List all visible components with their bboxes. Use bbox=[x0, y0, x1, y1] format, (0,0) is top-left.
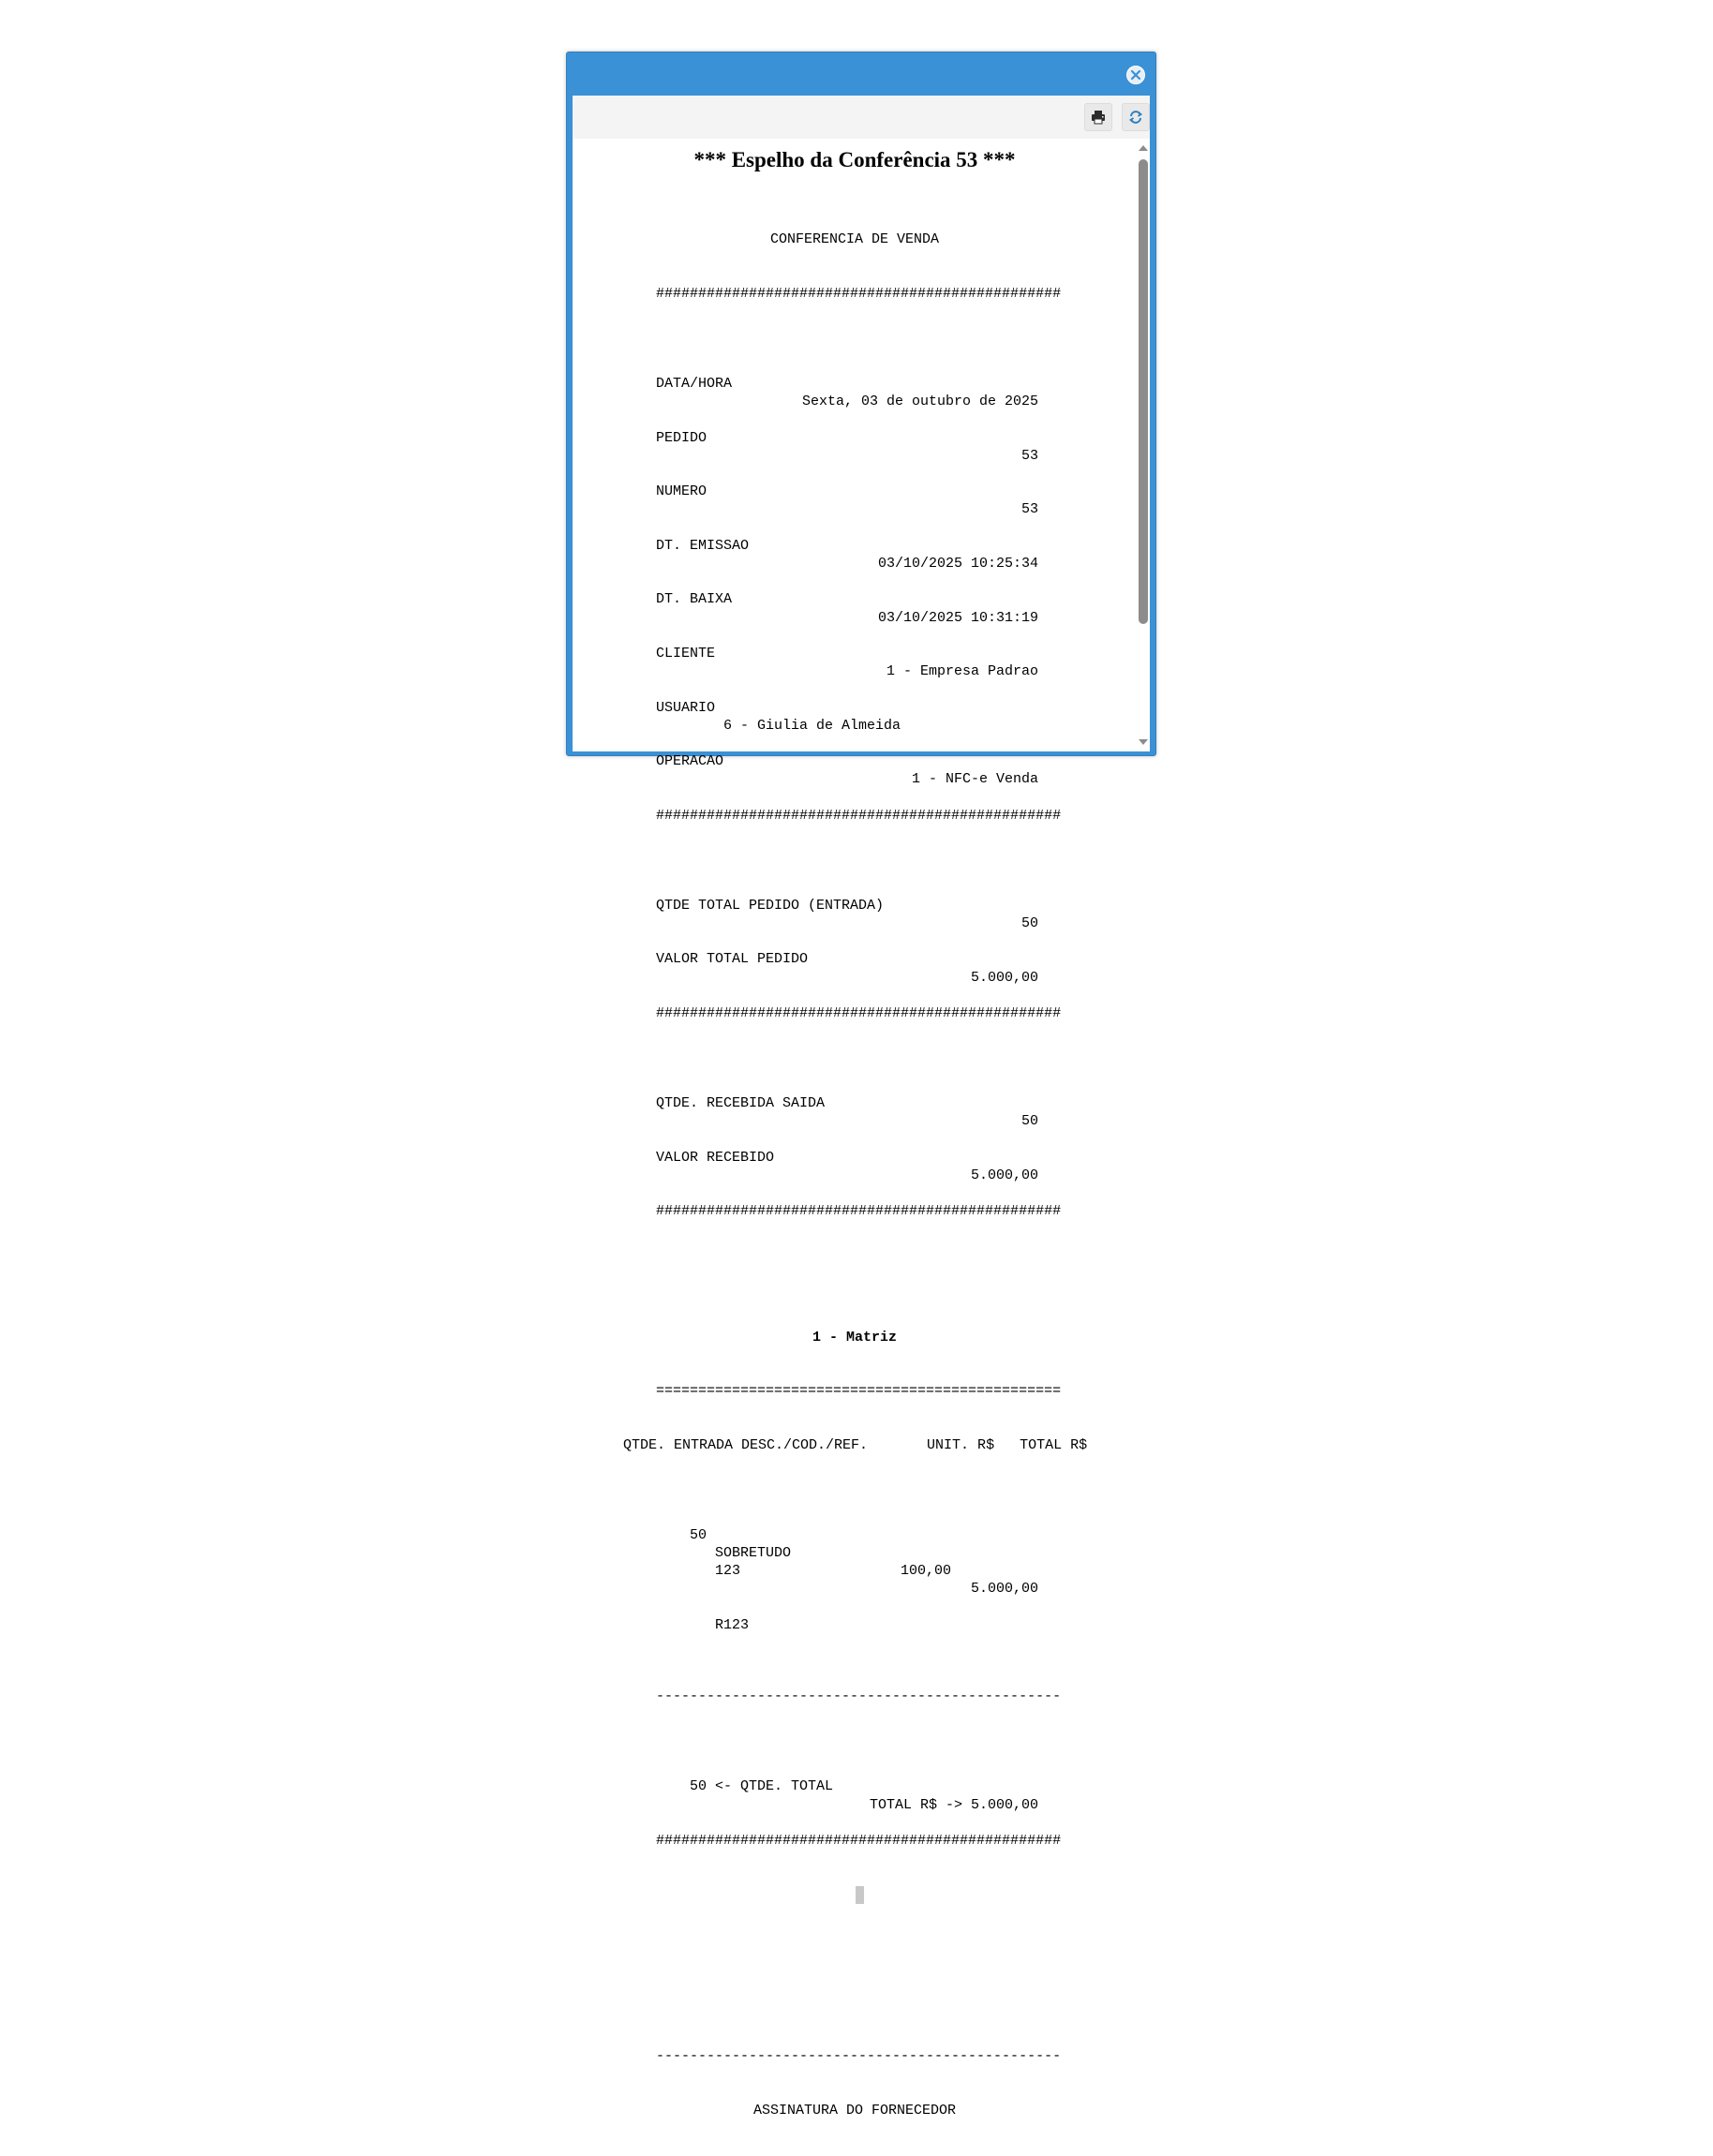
field-label: CLIENTE bbox=[656, 645, 716, 662]
hash-separator: ################################################ bbox=[656, 286, 1062, 302]
field-row bbox=[573, 627, 1137, 680]
receipt-heading: CONFERENCIA DE VENDA bbox=[769, 231, 940, 248]
printer-icon bbox=[1091, 110, 1106, 125]
total-label: QTDE. RECEBIDA SAIDA bbox=[656, 1094, 826, 1111]
field-value: 6 - Giulia de Almeida bbox=[723, 717, 901, 734]
footer-qty-total: 50 <- QTDE. TOTAL bbox=[690, 1778, 834, 1795]
total-row bbox=[573, 932, 1137, 986]
field-label: OPERACAO bbox=[656, 753, 724, 770]
item-description: SOBRETUDO bbox=[715, 1544, 792, 1561]
field-row bbox=[573, 735, 1137, 788]
item-unit-price: 100,00 bbox=[901, 1563, 952, 1580]
field-row bbox=[573, 357, 1137, 410]
total-label: VALOR TOTAL PEDIDO bbox=[656, 951, 809, 968]
field-value: 03/10/2025 10:31:19 bbox=[877, 609, 1038, 626]
hash-separator: ################################################ bbox=[656, 1004, 1062, 1021]
field-row bbox=[573, 572, 1137, 626]
receipt-body bbox=[573, 195, 1137, 2156]
footer-totals-row bbox=[573, 1760, 1137, 1813]
hash-separator: ################################################ bbox=[656, 1203, 1062, 1220]
total-row bbox=[573, 1130, 1137, 1183]
field-row bbox=[573, 410, 1137, 464]
field-row bbox=[573, 519, 1137, 572]
item-code: 123 bbox=[715, 1563, 741, 1580]
dash-separator: ------------------------------------------------ bbox=[656, 1688, 1062, 1705]
close-button[interactable] bbox=[1126, 66, 1145, 84]
scroll-up-icon[interactable] bbox=[1138, 142, 1149, 154]
field-row bbox=[573, 465, 1137, 518]
item-total: 5.000,00 bbox=[970, 1581, 1038, 1598]
field-value: 53 bbox=[1020, 447, 1038, 464]
dialog-titlebar[interactable] bbox=[567, 52, 1155, 96]
branch-heading: 1 - Matriz bbox=[812, 1329, 897, 1346]
equals-separator: ================================================ bbox=[656, 1383, 1062, 1400]
refresh-icon bbox=[1128, 110, 1143, 125]
item-qty: 50 bbox=[690, 1526, 708, 1543]
total-value: 5.000,00 bbox=[970, 969, 1038, 986]
signature-line: ------------------------------------------------ bbox=[656, 2048, 1062, 2065]
table-header: QTDE. ENTRADA DESC./COD./REF. UNIT. R$ TOTAL R$ bbox=[623, 1436, 1088, 1453]
vertical-scrollbar[interactable] bbox=[1137, 139, 1150, 751]
refresh-button[interactable] bbox=[1122, 103, 1150, 131]
total-label: VALOR RECEBIDO bbox=[656, 1149, 775, 1166]
signature-label: ASSINATURA DO FORNECEDOR bbox=[752, 2103, 957, 2119]
total-label: QTDE TOTAL PEDIDO (ENTRADA) bbox=[656, 897, 885, 914]
field-value: 1 - Empresa Padrao bbox=[886, 663, 1038, 680]
hash-separator: ################################################ bbox=[656, 1833, 1062, 1850]
field-label: USUARIO bbox=[656, 699, 716, 716]
hash-separator: ################################################ bbox=[656, 807, 1062, 824]
total-value: 50 bbox=[1020, 914, 1038, 931]
field-value: Sexta, 03 de outubro de 2025 bbox=[801, 394, 1038, 410]
total-row bbox=[573, 1077, 1137, 1130]
text-cursor bbox=[856, 1886, 864, 1904]
field-label: NUMERO bbox=[656, 483, 708, 500]
total-row bbox=[573, 879, 1137, 931]
field-label: DT. BAIXA bbox=[656, 591, 733, 608]
print-button[interactable] bbox=[1084, 103, 1112, 131]
document-title: *** Espelho da Conferência 53 *** bbox=[693, 148, 1016, 171]
field-value: 1 - NFC-e Venda bbox=[911, 771, 1038, 788]
field-value: 53 bbox=[1020, 501, 1038, 518]
conference-dialog bbox=[566, 52, 1156, 2119]
field-label: DATA/HORA bbox=[656, 376, 733, 392]
dialog-toolbar bbox=[573, 96, 1150, 139]
field-value: 03/10/2025 10:25:34 bbox=[877, 555, 1038, 572]
scroll-thumb[interactable] bbox=[1139, 159, 1148, 624]
total-value: 5.000,00 bbox=[970, 1167, 1038, 1183]
footer-value-total: TOTAL R$ -> 5.000,00 bbox=[869, 1796, 1038, 1813]
report-viewer bbox=[573, 139, 1150, 2119]
scroll-down-icon[interactable] bbox=[1138, 736, 1149, 748]
close-icon bbox=[1130, 69, 1141, 81]
field-row bbox=[573, 680, 1137, 734]
total-value: 50 bbox=[1020, 1113, 1038, 1130]
field-label: DT. EMISSAO bbox=[656, 537, 750, 554]
field-label: PEDIDO bbox=[656, 429, 708, 446]
item-ref: R123 bbox=[715, 1616, 750, 1633]
